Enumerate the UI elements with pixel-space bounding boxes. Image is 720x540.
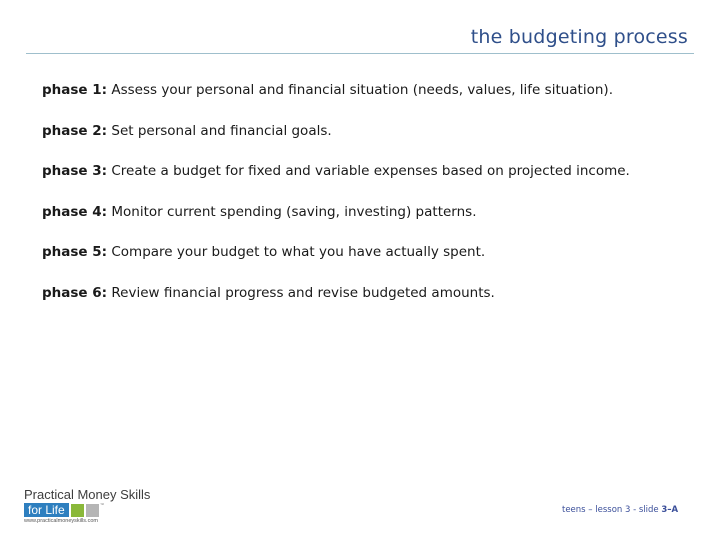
slide-number: 3–A — [661, 505, 679, 515]
phase-label: phase 2: — [42, 122, 108, 139]
phase-label: phase 1: — [42, 82, 108, 98]
phase-item — [42, 121, 702, 162]
practical-money-skills-logo — [24, 488, 164, 528]
logo-green-square-icon — [71, 504, 84, 517]
slide-title: the budgeting process — [470, 26, 688, 48]
phase-label: phase 6: — [42, 284, 108, 301]
phase-text: Create a budget for fixed and variable expenses based on projected income. — [107, 163, 630, 180]
phase-text: Assess your personal and financial situation (needs, values, life situation). — [107, 82, 613, 98]
logo-tagline: for Life — [24, 503, 69, 517]
phase-item — [42, 283, 702, 324]
logo-url: www.practicalmoneyskills.com — [24, 518, 98, 524]
logo-name: Practical Money Skills — [24, 487, 151, 502]
logo-tagline-row — [24, 503, 164, 517]
logo-trademark: ™ — [99, 503, 105, 509]
slide-reference-prefix: teens – lesson 3 - slide — [562, 505, 662, 515]
phase-label: phase 3: — [42, 163, 108, 180]
phase-item — [42, 80, 702, 121]
slide-reference — [562, 505, 678, 515]
phase-label: phase 5: — [42, 244, 108, 261]
phase-text: Monitor current spending (saving, investing) patterns. — [107, 203, 477, 220]
phase-label: phase 4: — [42, 203, 108, 220]
phase-item — [42, 161, 702, 202]
phase-item — [42, 242, 702, 283]
phase-item — [42, 202, 702, 243]
phase-text: Compare your budget to what you have actually spent. — [107, 244, 486, 261]
phase-text: Review financial progress and revise budgeted amounts. — [107, 284, 495, 301]
phase-text: Set personal and financial goals. — [107, 122, 332, 139]
phase-list — [42, 80, 702, 324]
logo-gray-square-icon — [86, 504, 99, 517]
title-divider — [26, 53, 694, 54]
